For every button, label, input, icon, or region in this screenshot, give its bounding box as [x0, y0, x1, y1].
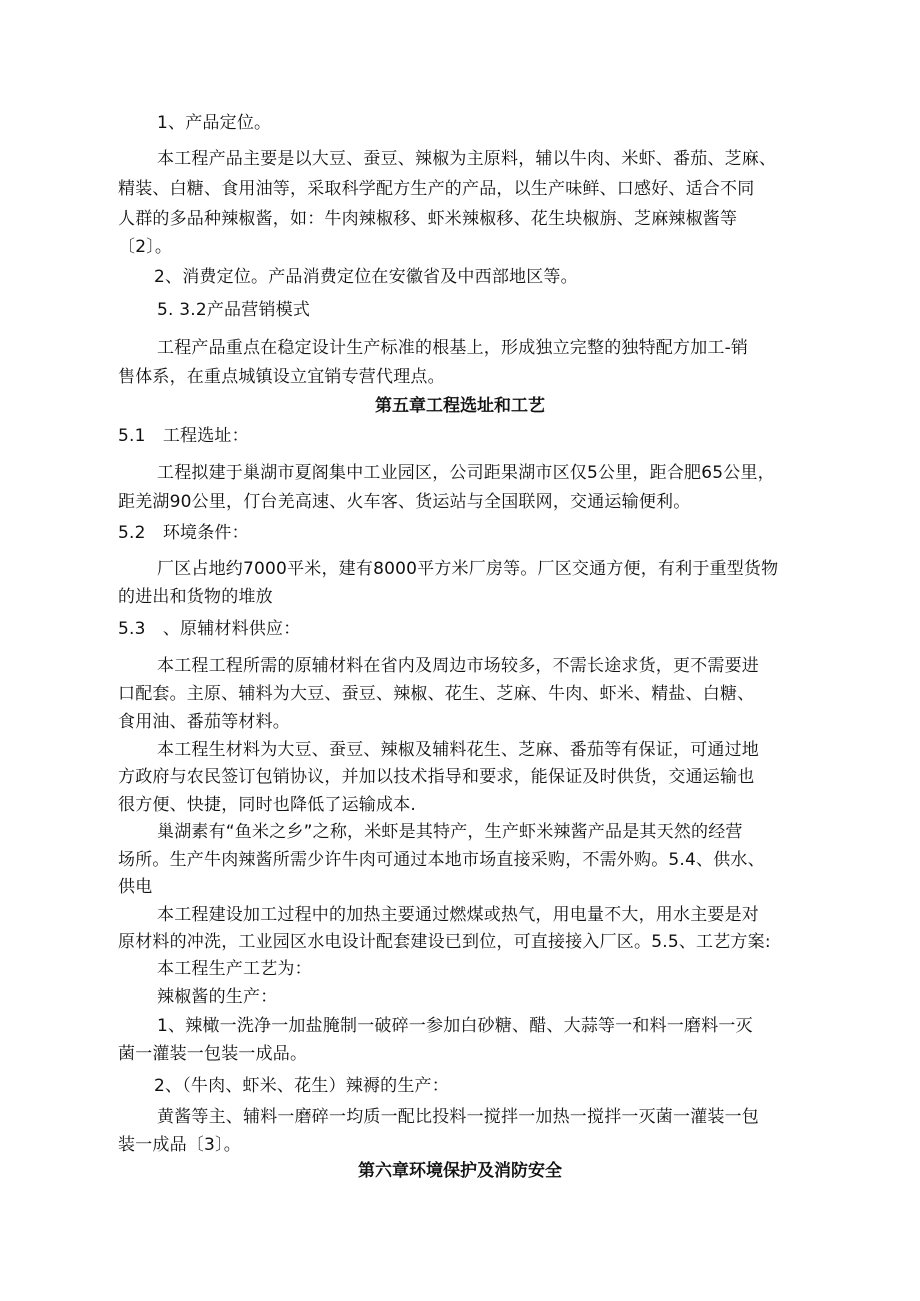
text-line: 工程产品重点在稳定设计生产标准的根基上，形成独立完整的独特配方加工-销 [157, 338, 749, 358]
text-line: 食用油、番茄等材料。 [118, 712, 290, 732]
text-line: 菌一灌装一包装一成品。 [118, 1044, 308, 1064]
text-line: 本工程建设加工过程中的加热主要通过燃煤或热气，用电量不大，用水主要是对 [157, 905, 759, 925]
text-line: 2、（牛肉、虾米、花生）辣褥的生产： [154, 1076, 449, 1096]
text-line: 场所。生产牛肉辣酱所需少许牛肉可通过本地市场直接采购，不需外购。5.4、供水、 [118, 850, 765, 870]
text-line: 巢湖素有“鱼米之乡”之称，米虾是其特产，生产虾米辣酱产品是其天然的经营 [157, 822, 743, 842]
text-line: 的进出和货物的堆放 [118, 587, 273, 607]
text-line: 本工程产品主要是以大豆、蚕豆、辣椒为主原料，辅以牛肉、米虾、番茄、芝麻、 [157, 149, 777, 169]
text-line: 黄酱等主、辅料一磨碎一均质一配比投料一搅拌一加热一搅拌一灭菌一灌装一包 [157, 1107, 759, 1127]
text-line: 1、辣橄一洗净一加盐腌制一破碎一参加白砂糖、醋、大蒜等一和料一磨料一灭 [157, 1016, 753, 1036]
text-line: 售体系，在重点城镇设立宜销专营代理点。 [118, 367, 445, 387]
text-line: 工程拟建于巢湖市夏阁集中工业园区，公司距果湖市区仅5公里，距合肥65公里， [157, 463, 775, 483]
section-heading: 5.3 、原辅材料供应： [118, 619, 301, 639]
text-line: 原材料的冲洗，工业园区水电设计配套建设已到位，可直接接入厂区。5.5、工艺方案: [118, 932, 771, 952]
text-line: 2、消费定位。产品消费定位在安徽省及中西部地区等。 [154, 267, 578, 287]
text-line: 距羌湖90公里，仃台羌高速、火车客、货运站与全国联网，交通运输便利。 [118, 492, 691, 512]
text-line: 5. 3.2产品营销模式 [157, 300, 311, 320]
text-line: 1、产品定位。 [157, 113, 272, 133]
text-line: 方政府与农民签订包销协议，并加以技术指导和要求，能保证及时供货，交通运输也 [118, 767, 755, 787]
text-line: 厂区占地约7000平米，建有8000平方米厂房等。厂区交通方便，有利于重型货物 [157, 559, 779, 579]
text-line: 辣椒酱的生产： [157, 987, 278, 1007]
text-line: 很方便、快捷，同时也降低了运输成本. [118, 795, 417, 815]
text-line: 〔2〕。 [118, 237, 173, 257]
text-line: 供电 [118, 877, 153, 897]
chapter-heading: 第五章工程选址和工艺 [375, 396, 545, 416]
text-line: 精装、白糖、食用油等，采取科学配方生产的产品，以生产味鲜、口感好、适合不同 [118, 179, 755, 199]
text-line: 本工程生材料为大豆、蚕豆、辣椒及辅料花生、芝麻、番茄等有保证，可通过地 [157, 740, 759, 760]
text-line: 人群的多品种辣椒酱，如：牛肉辣椒移、虾米辣椒移、花生块椒旃、芝麻辣椒酱等 [118, 209, 738, 229]
text-line: 本工程工程所需的原辅材料在省内及周边市场较多，不需长途求货，更不需要进 [157, 656, 759, 676]
chapter-heading: 第六章环境保护及消防安全 [358, 1161, 562, 1181]
section-heading: 5.2 环境条件： [118, 523, 249, 543]
text-line: 装一成品〔3〕。 [118, 1135, 241, 1155]
section-heading: 5.1 工程选址： [118, 426, 249, 446]
text-line: 口配套。主原、辅料为大豆、蚕豆、辣椒、花生、芝麻、牛肉、虾米、精盐、白糖、 [118, 684, 755, 704]
text-line: 本工程生产工艺为： [157, 959, 312, 979]
